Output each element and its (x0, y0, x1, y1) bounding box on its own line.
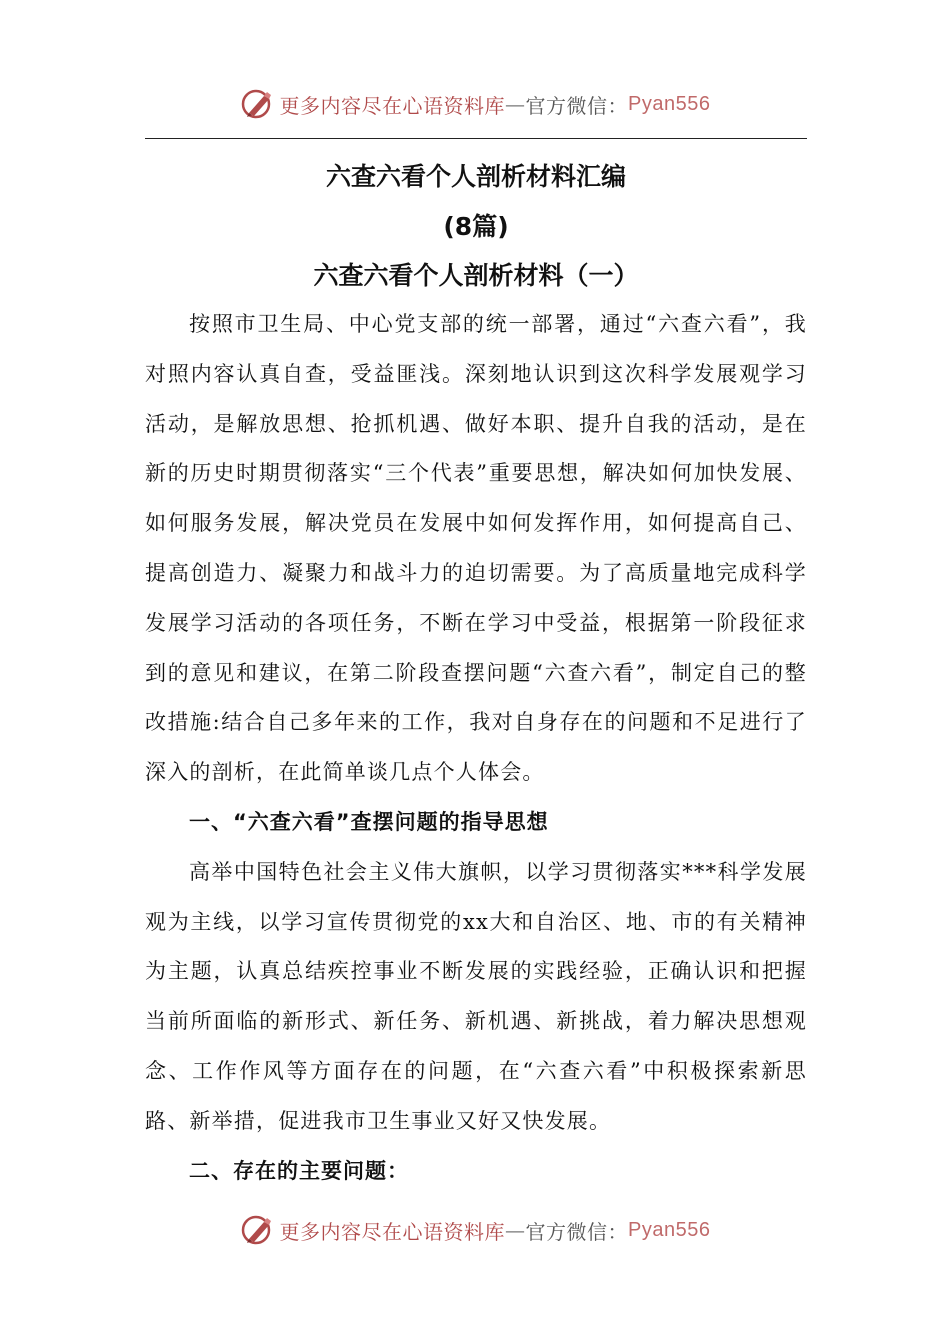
document-subtitle: 六查六看个人剖析材料（一） (313, 261, 639, 290)
section-paragraph-1: 高举中国特色社会主义伟大旗帜，以学习贯彻落实***科学发展观为主线，以学习宣传贯彻党的xx大和自治区、地、市的有关精神为主题，认真总结疾控事业不断发展的实践经验，正确认识和把握当前所面临的新形式、新任务、新机遇、新挑战，着力解决思想观念、工作作风等方面存在的问题，在“六查六看”中积极探索新思路、新举措，促进我市卫生事业又好又快发展。 (145, 859, 807, 1133)
section-heading-1: 一、“六查六看”查摆问题的指导思想 (189, 809, 549, 834)
wechat-label: 官方微信： (525, 1219, 629, 1244)
watermark-text: 更多内容尽在心语资料库 (279, 93, 506, 118)
header-divider (145, 138, 807, 139)
watermark-banner-top (0, 84, 950, 124)
document-body (145, 300, 807, 1196)
watermark-text: 更多内容尽在心语资料库 (279, 1219, 506, 1244)
pen-nib-logo-icon (240, 1212, 276, 1248)
intro-paragraph: 按照市卫生局、中心党支部的统一部署，通过“六查六看”，我对照内容认真自查，受益匪浅。深刻地认识到这次科学发展观学习活动，是解放思想、抢抓机遇、做好本职、提升自我的活动，是在新的历史时期贯彻落实“三个代表”重要思想，解决如何加快发展、如何服务发展，解决党员在发展中如何发挥作用，如何提高自己、提高创造力、凝聚力和战斗力的迫切需要。为了高质量地完成科学发展学习活动的各项任务，不断在学习中受益，根据第一阶段征求到的意见和建议，在第二阶段查摆问题“六查六看”，制定自己的整改措施:结合自己多年来的工作，我对自身存在的问题和不足进行了深入的剖析，在此简单谈几点个人体会。 (145, 312, 807, 785)
document-count: (8篇) (443, 212, 509, 241)
wechat-id: Pyan556 (628, 1218, 711, 1241)
wechat-id: Pyan556 (628, 92, 711, 115)
section-heading-2: 二、存在的主要问题： (189, 1158, 409, 1183)
wechat-label: 官方微信： (525, 93, 629, 118)
pen-nib-logo-icon (240, 86, 276, 122)
watermark-banner-bottom (0, 1210, 950, 1250)
watermark-separator: — (505, 1218, 526, 1242)
document-title: 六查六看个人剖析材料汇编 (325, 162, 626, 191)
watermark-separator: — (505, 92, 526, 116)
